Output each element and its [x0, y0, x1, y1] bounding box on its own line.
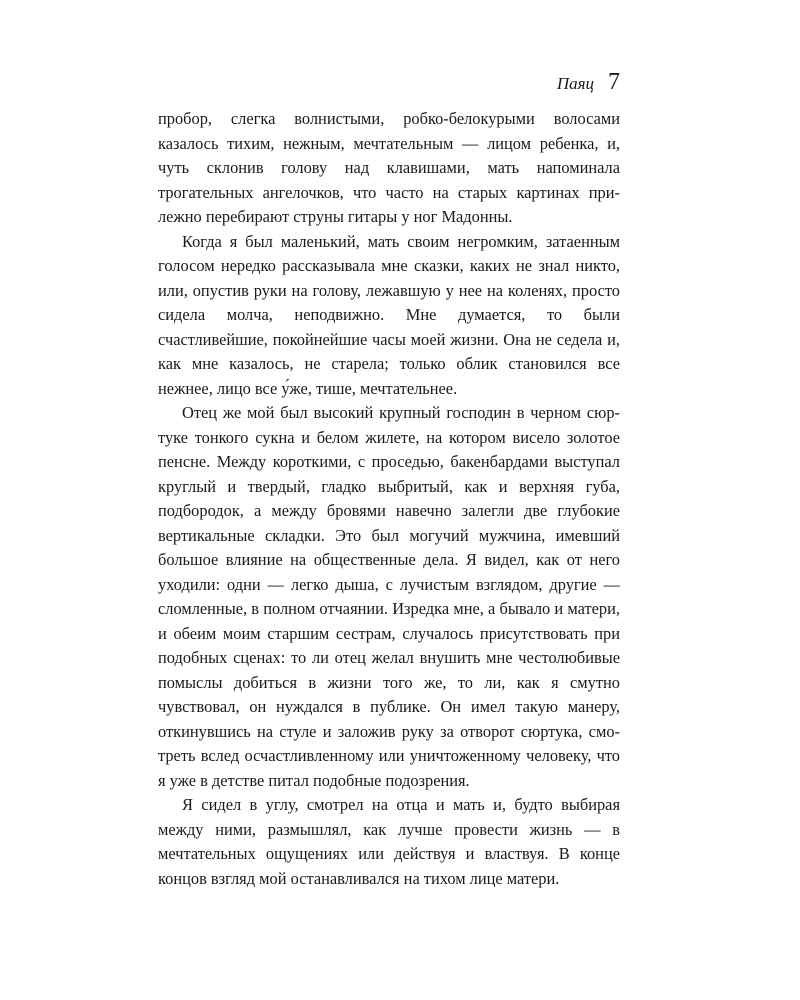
running-head [158, 68, 620, 99]
running-title: Паяц [556, 74, 594, 93]
body-text [158, 107, 620, 891]
paragraph-2: Когда я был маленький, мать своим негромким, затаенным голосом нередко рассказывала мне сказки, каких не знал никто, или, опустив руки на голову, лежавшую у нее на коленях, просто сидела молча, неподвижно. Мне думается, то были счастливейшие, покойнейшие часы моей жизни. Она не седела и, как мне казалось, не старела; только облик становился все нежнее, лицо все у́же, тише, мечтательнее. [158, 231, 620, 398]
paragraph-4: Я сидел в углу, смотрел на отца и мать и, будто выбирая между ними, размышлял, как лучше провести жизнь — в мечтательных ощущениях или действуя и властвуя. В конце концов взгляд мой останавливался на тихом лице матери. [158, 795, 620, 888]
paragraph-1: пробор, слегка волнистыми, робко-белокурыми волосами казалось тихим, нежным, мечтательным — лицом ребенка, и, чуть склонив голову над клавишами, мать напоминала трогательных ангелочков, что часто на старых картинах прилежно перебирают струны гитары у ног Мадонны. [158, 109, 620, 226]
page-number: 7 [608, 69, 620, 95]
paragraph-3: Отец же мой был высокий крупный господин в черном сюртуке тонкого сукна и белом жилете, на котором висело золотое пенсне. Между короткими, с проседью, бакенбардами выступал круглый и твердый, гладко выбритый, как и верхняя губа, подбородок, а между бровями навечно залегли две глубокие вертикальные складки. Это был могучий мужчина, имевший большое влияние на общественные дела. Я видел, как от него уходили: одни — легко дыша, с лучистым взглядом, другие — сломленные, в полном отчаянии. Изредка мне, а бывало и матери, и обеим моим старшим сестрам, случалось присутствовать при подобных сценах: то ли отец желал внушить мне честолюбивые помыслы добиться в жизни того же, то ли, как я смутно чувствовал, он нуждался в публике. Он имел такую манеру, откинувшись на стуле и заложив руку за отворот сюртука, смотреть вслед осчастливленному или уничтоженному человеку, что я уже в детстве питал подобные подозрения. [158, 403, 620, 790]
